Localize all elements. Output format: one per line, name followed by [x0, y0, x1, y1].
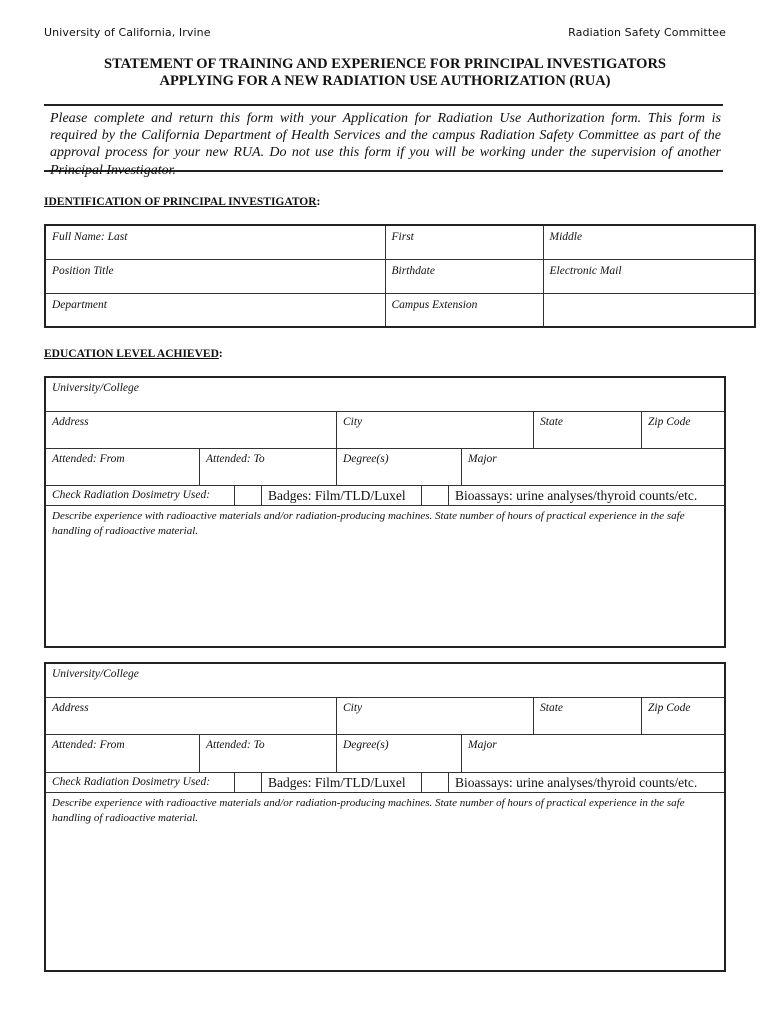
page-title-line-1: STATEMENT OF TRAINING AND EXPERIENCE FOR PRINCIPAL INVESTIGATORS	[104, 56, 666, 72]
zip-code-label: Zip Code	[648, 702, 691, 714]
dosimetry-row	[46, 773, 724, 793]
major-field[interactable]	[461, 449, 724, 485]
badges-label: Badges: Film/TLD/Luxel	[268, 488, 406, 503]
identification-heading-colon: :	[316, 196, 321, 208]
attended-from-label: Attended: From	[52, 739, 125, 751]
experience-description-prompt: Describe experience with radioactive materials and/or radiation-producing machines. State number of hours of practical experience in the safe handling of radioactive material.	[52, 510, 685, 537]
degrees-label: Degree(s)	[343, 739, 389, 751]
degrees-label: Degree(s)	[343, 453, 389, 465]
university-row	[46, 378, 724, 412]
attended-from-field[interactable]	[46, 449, 199, 485]
campus-extension-label: Campus Extension	[391, 298, 478, 311]
identification-table	[44, 224, 756, 328]
state-field[interactable]	[533, 412, 641, 448]
zip-code-field[interactable]	[641, 412, 724, 448]
page-title-line-2: APPLYING FOR A NEW RADIATION USE AUTHORIZATION (RUA)	[159, 73, 611, 89]
city-label: City	[343, 702, 363, 714]
university-field[interactable]	[46, 378, 724, 411]
state-field[interactable]	[533, 698, 641, 734]
campus-extension-field[interactable]	[385, 293, 543, 327]
bioassays-checkbox[interactable]	[421, 486, 448, 505]
education-block-1	[44, 376, 726, 648]
birthdate-field[interactable]	[385, 259, 543, 293]
first-name-label: First	[391, 231, 414, 243]
address-label: Address	[52, 702, 89, 714]
degrees-field[interactable]	[336, 449, 461, 485]
dosimetry-label-cell	[46, 773, 234, 792]
badges-option	[261, 486, 421, 505]
attended-from-label: Attended: From	[52, 453, 125, 465]
address-label: Address	[52, 416, 89, 428]
instructions-paragraph: Please complete and return this form with your Application for Radiation Use Authorization form. This form is required by the California Department of Health Services and the campus Radiation Safety Committee as part of the approval process for your new RUA. Do not use this form if you will be working under the supervision of another Principal Investigator.	[44, 104, 723, 172]
experience-description-field[interactable]	[46, 793, 724, 826]
state-label: State	[540, 702, 563, 714]
header-institution: University of California, Irvine	[44, 26, 211, 39]
dosimetry-row	[46, 486, 724, 506]
university-row	[46, 664, 724, 698]
zip-code-label: Zip Code	[648, 416, 691, 428]
attended-to-field[interactable]	[199, 735, 336, 772]
page-title	[40, 56, 730, 90]
middle-name-label: Middle	[549, 231, 583, 243]
address-field[interactable]	[46, 698, 336, 734]
state-label: State	[540, 416, 563, 428]
education-block-2	[44, 662, 726, 972]
position-title-field[interactable]	[45, 259, 385, 293]
major-field[interactable]	[461, 735, 724, 772]
bioassays-checkbox[interactable]	[421, 773, 448, 792]
badges-label: Badges: Film/TLD/Luxel	[268, 775, 406, 790]
major-label: Major	[468, 739, 497, 751]
blank-field[interactable]	[543, 293, 755, 327]
attended-to-label: Attended: To	[206, 739, 265, 751]
badges-checkbox[interactable]	[234, 486, 261, 505]
middle-name-field[interactable]	[543, 225, 755, 259]
attended-to-field[interactable]	[199, 449, 336, 485]
identification-heading-text: IDENTIFICATION OF PRINCIPAL INVESTIGATOR	[44, 196, 317, 208]
bioassays-label: Bioassays: urine analyses/thyroid counts/etc.	[455, 775, 698, 790]
dosimetry-label-cell	[46, 486, 234, 505]
city-field[interactable]	[336, 698, 533, 734]
department-field[interactable]	[45, 293, 385, 327]
attended-from-field[interactable]	[46, 735, 199, 772]
first-name-field[interactable]	[385, 225, 543, 259]
position-title-label: Position Title	[52, 264, 114, 277]
attended-to-label: Attended: To	[206, 453, 265, 465]
major-label: Major	[468, 453, 497, 465]
attendance-row	[46, 449, 724, 486]
attendance-row	[46, 735, 724, 773]
badges-checkbox[interactable]	[234, 773, 261, 792]
experience-description-field[interactable]	[46, 506, 724, 539]
badges-option	[261, 773, 421, 792]
dosimetry-label: Check Radiation Dosimetry Used:	[52, 489, 211, 501]
dosimetry-label: Check Radiation Dosimetry Used:	[52, 776, 211, 788]
last-name-label: Full Name: Last	[52, 231, 128, 243]
university-field[interactable]	[46, 664, 724, 697]
identification-heading	[44, 196, 320, 208]
email-label: Electronic Mail	[549, 264, 622, 277]
education-heading-colon: :	[218, 348, 223, 360]
address-row	[46, 698, 724, 735]
education-heading-text: EDUCATION LEVEL ACHIEVED	[44, 348, 219, 360]
last-name-field[interactable]	[45, 225, 385, 259]
university-label: University/College	[52, 668, 139, 680]
city-field[interactable]	[336, 412, 533, 448]
bioassays-option	[448, 486, 724, 505]
zip-code-field[interactable]	[641, 698, 724, 734]
education-heading	[44, 348, 223, 360]
university-label: University/College	[52, 382, 139, 394]
bioassays-option	[448, 773, 724, 792]
address-field[interactable]	[46, 412, 336, 448]
experience-description-prompt: Describe experience with radioactive materials and/or radiation-producing machines. State number of hours of practical experience in the safe handling of radioactive material.	[52, 797, 685, 824]
bioassays-label: Bioassays: urine analyses/thyroid counts/etc.	[455, 488, 698, 503]
city-label: City	[343, 416, 363, 428]
birthdate-label: Birthdate	[391, 264, 435, 277]
degrees-field[interactable]	[336, 735, 461, 772]
email-field[interactable]	[543, 259, 755, 293]
header-committee: Radiation Safety Committee	[568, 26, 726, 39]
department-label: Department	[52, 298, 107, 311]
address-row	[46, 412, 724, 449]
